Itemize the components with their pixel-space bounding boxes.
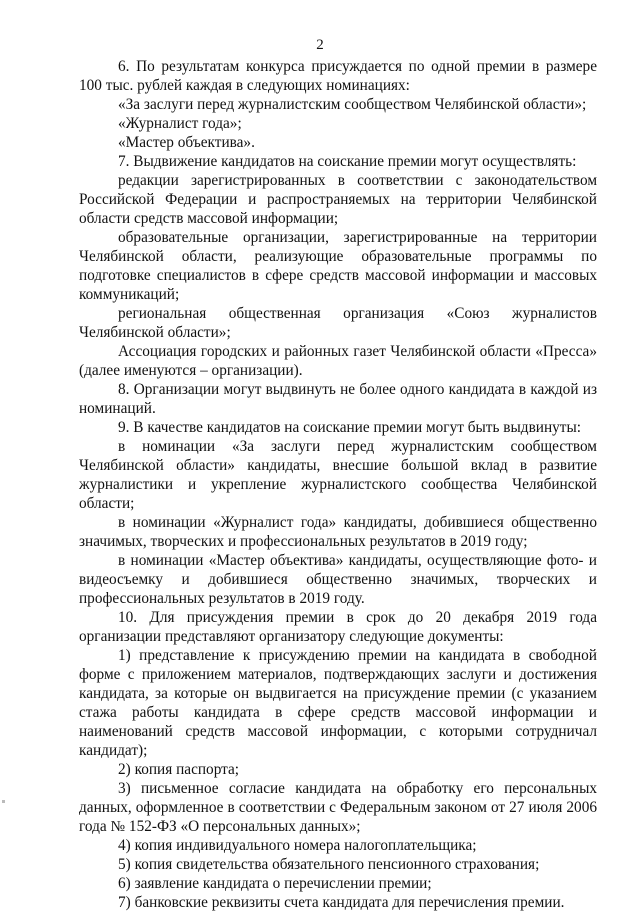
paragraph-7: 7. Выдвижение кандидатов на соискание премии могут осуществлять: xyxy=(118,153,577,170)
nomination-1: «За заслуги перед журналистским сообществом Челябинской области»; xyxy=(118,96,587,113)
nominator-educational: образовательные организации, зарегистрированные на территории Челябинской области, реализующие образовательные программы по подготовке специалистов в сфере средств массовой информации и массовых коммуникаций; xyxy=(79,229,597,303)
nominator-union: региональная общественная организация «Союз журналистов Челябинской области»; xyxy=(79,305,597,341)
document-item-3: 3) письменное согласие кандидата на обработку его персональных данных, оформленное в соответствии с Федеральным законом от 27 июля 2006 года № 152-ФЗ «О персональных данных»; xyxy=(79,780,597,835)
document-item-2: 2) копия паспорта; xyxy=(118,761,240,778)
candidate-nomination-3: в номинации «Мастер объектива» кандидаты, осуществляющие фото- и видеосъемку и добившиеся общественно значимых, творческих и профессиональных результатов в 2019 году. xyxy=(79,552,597,607)
document-item-1: 1) представление к присуждению премии на кандидата в свободной форме с приложением материалов, подтверждающих заслуги и достижения кандидата, за которые он выдвигается на присуждение премии (с указанием стажа работы кандидата в сфере средств массовой информации и наименований средств массовой информации, с которыми сотрудничал кандидат); xyxy=(79,647,597,759)
nominator-editorial: редакции зарегистрированных в соответствии с законодательством Российской Федерации и распространяемых на территории Челябинской области средств массовой информации; xyxy=(79,172,597,227)
document-body xyxy=(79,57,597,912)
nomination-2: «Журналист года»; xyxy=(118,115,242,132)
document-item-6: 6) заявление кандидата о перечислении премии; xyxy=(118,875,432,892)
page-number: 2 xyxy=(316,37,324,53)
document-item-7: 7) банковские реквизиты счета кандидата для перечисления премии. xyxy=(118,894,565,911)
document-item-4: 4) копия индивидуального номера налогоплательщика; xyxy=(118,837,477,854)
scan-speck xyxy=(2,800,5,803)
paragraph-8: 8. Организации могут выдвинуть не более одного кандидата в каждой из номинаций. xyxy=(79,381,597,417)
document-item-5: 5) копия свидетельства обязательного пенсионного страхования; xyxy=(118,856,540,873)
candidate-nomination-1: в номинации «За заслуги перед журналистским сообществом Челябинской области» кандидаты, внесшие большой вклад в развитие журналистики и укрепление журналистского сообщества Челябинской области; xyxy=(79,438,597,512)
nominator-association: Ассоциация городских и районных газет Челябинской области «Пресса» (далее именуются – организации). xyxy=(79,343,597,379)
nomination-3: «Мастер объектива». xyxy=(118,134,255,151)
paragraph-10: 10. Для присуждения премии в срок до 20 декабря 2019 года организации представляют организатору следующие документы: xyxy=(79,609,597,645)
candidate-nomination-2: в номинации «Журналист года» кандидаты, добившиеся общественно значимых, творческих и профессиональных результатов в 2019 году; xyxy=(79,514,597,550)
paragraph-9: 9. В качестве кандидатов на соискание премии могут быть выдвинуты: xyxy=(118,419,582,436)
paragraph-6: 6. По результатам конкурса присуждается по одной премии в размере 100 тыс. рублей каждая в следующих номинациях: xyxy=(79,58,597,94)
